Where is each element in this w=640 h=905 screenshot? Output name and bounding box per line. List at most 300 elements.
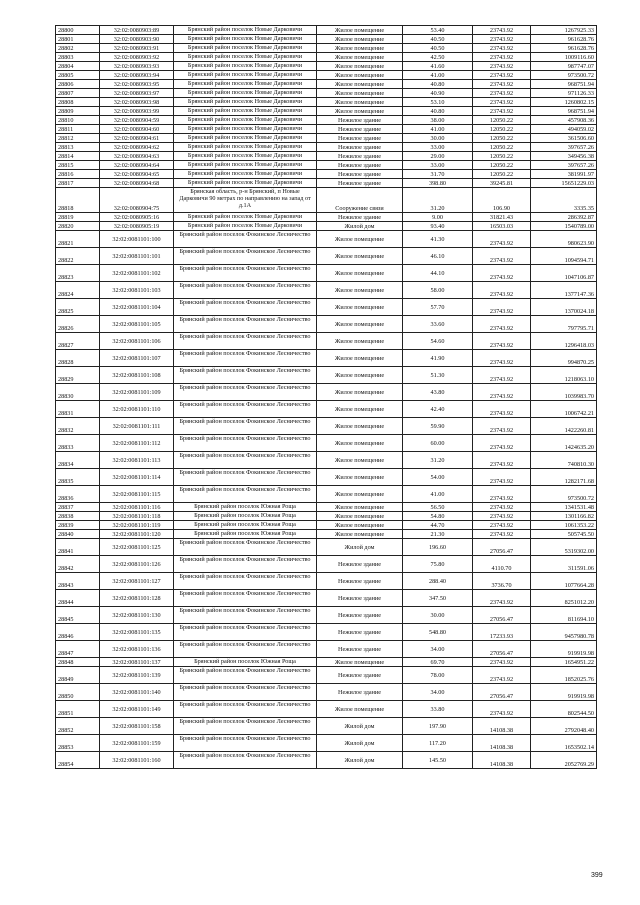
- registry-table: [55, 25, 597, 769]
- unit-cost-cell: 23743.92: [473, 71, 531, 80]
- cadastral-value-cell: 973500.72: [531, 486, 597, 503]
- unit-cost-cell: 14108.38: [473, 735, 531, 752]
- area-value-cell: 40.80: [403, 80, 473, 89]
- unit-cost-cell: 23743.92: [473, 333, 531, 350]
- address-cell: Брянский район поселок Фокинское Лесничество: [174, 735, 317, 752]
- area-value-cell: 41.90: [403, 350, 473, 367]
- cadastral-value-cell: 505745.50: [531, 530, 597, 539]
- table-row: [56, 418, 597, 435]
- object-type-cell: Нежилое здание: [317, 125, 403, 134]
- object-type-cell: Нежилое здание: [317, 624, 403, 641]
- cadastral-number-cell: 32:02:0081101:109: [100, 384, 174, 401]
- object-type-cell: Нежилое здание: [317, 213, 403, 222]
- registry-table-container: [55, 25, 596, 769]
- row-number-cell: 28839: [56, 521, 100, 530]
- cadastral-value-cell: 1424635.20: [531, 435, 597, 452]
- area-value-cell: 75.80: [403, 556, 473, 573]
- row-number-cell: 28817: [56, 179, 100, 188]
- area-value-cell: 41.60: [403, 62, 473, 71]
- cadastral-value-cell: 361506.60: [531, 134, 597, 143]
- object-type-cell: Жилое помещение: [317, 98, 403, 107]
- table-row: [56, 44, 597, 53]
- table-row: [56, 367, 597, 384]
- table-row: [56, 282, 597, 299]
- table-row: [56, 62, 597, 71]
- row-number-cell: 28800: [56, 26, 100, 35]
- row-number-cell: 28804: [56, 62, 100, 71]
- cadastral-number-cell: 32:02:0081101:118: [100, 512, 174, 521]
- row-number-cell: 28842: [56, 556, 100, 573]
- area-value-cell: 31.20: [403, 452, 473, 469]
- object-type-cell: Жилое помещение: [317, 265, 403, 282]
- unit-cost-cell: 23743.92: [473, 701, 531, 718]
- address-cell: Брянский район поселок Фокинское Лесничество: [174, 282, 317, 299]
- cadastral-number-cell: 32:02:0081101:114: [100, 469, 174, 486]
- object-type-cell: Жилое помещение: [317, 316, 403, 333]
- row-number-cell: 28832: [56, 418, 100, 435]
- row-number-cell: 28829: [56, 367, 100, 384]
- cadastral-value-cell: 381991.97: [531, 170, 597, 179]
- area-value-cell: 78.00: [403, 667, 473, 684]
- area-value-cell: 44.70: [403, 521, 473, 530]
- object-type-cell: Жилое помещение: [317, 512, 403, 521]
- cadastral-number-cell: 32:02:0081101:160: [100, 752, 174, 769]
- object-type-cell: Жилой дом: [317, 735, 403, 752]
- cadastral-value-cell: 1094594.71: [531, 248, 597, 265]
- area-value-cell: 33.00: [403, 143, 473, 152]
- area-value-cell: 40.50: [403, 44, 473, 53]
- object-type-cell: Жилой дом: [317, 539, 403, 556]
- cadastral-value-cell: 397657.26: [531, 161, 597, 170]
- cadastral-value-cell: 973500.72: [531, 71, 597, 80]
- cadastral-number-cell: 32:02:0081101:116: [100, 503, 174, 512]
- unit-cost-cell: 14108.38: [473, 752, 531, 769]
- address-cell: Брянский район поселок Южная Роща: [174, 521, 317, 530]
- cadastral-number-cell: 32:02:0081101:112: [100, 435, 174, 452]
- unit-cost-cell: 23743.92: [473, 418, 531, 435]
- table-row: [56, 134, 597, 143]
- cadastral-value-cell: 5319302.00: [531, 539, 597, 556]
- unit-cost-cell: 23743.92: [473, 486, 531, 503]
- table-row: [56, 143, 597, 152]
- cadastral-number-cell: 32:02:0081101:140: [100, 684, 174, 701]
- cadastral-value-cell: 457908.36: [531, 116, 597, 125]
- row-number-cell: 28844: [56, 590, 100, 607]
- table-row: [56, 530, 597, 539]
- table-row: [56, 384, 597, 401]
- cadastral-value-cell: 1377147.36: [531, 282, 597, 299]
- address-cell: Брянский район поселок Фокинское Лесничество: [174, 573, 317, 590]
- cadastral-value-cell: 968751.94: [531, 80, 597, 89]
- table-row: [56, 299, 597, 316]
- cadastral-value-cell: 1654951.22: [531, 658, 597, 667]
- object-type-cell: Жилое помещение: [317, 486, 403, 503]
- cadastral-number-cell: 32:02:0081101:139: [100, 667, 174, 684]
- cadastral-value-cell: 1260802.15: [531, 98, 597, 107]
- row-number-cell: 28847: [56, 641, 100, 658]
- area-value-cell: 34.00: [403, 684, 473, 701]
- row-number-cell: 28831: [56, 401, 100, 418]
- object-type-cell: Жилое помещение: [317, 231, 403, 248]
- address-cell: Брянский район поселок Фокинское Лесничество: [174, 350, 317, 367]
- address-cell: Брянский район поселок Фокинское Лесничество: [174, 624, 317, 641]
- object-type-cell: Нежилое здание: [317, 641, 403, 658]
- table-row: [56, 503, 597, 512]
- object-type-cell: Жилое помещение: [317, 107, 403, 116]
- area-value-cell: 93.40: [403, 222, 473, 231]
- cadastral-number-cell: 32:02:0081101:135: [100, 624, 174, 641]
- cadastral-number-cell: 32:02:0081101:130: [100, 607, 174, 624]
- row-number-cell: 28819: [56, 213, 100, 222]
- table-row: [56, 116, 597, 125]
- address-cell: Брянский район поселок Новые Дарковичи: [174, 26, 317, 35]
- unit-cost-cell: 12050.22: [473, 125, 531, 134]
- object-type-cell: Нежилое здание: [317, 684, 403, 701]
- object-type-cell: Нежилое здание: [317, 556, 403, 573]
- address-cell: Брянский район поселок Новые Дарковичи: [174, 35, 317, 44]
- row-number-cell: 28816: [56, 170, 100, 179]
- row-number-cell: 28837: [56, 503, 100, 512]
- object-type-cell: Жилое помещение: [317, 435, 403, 452]
- address-cell: Брянский район поселок Новые Дарковичи: [174, 213, 317, 222]
- area-value-cell: 60.00: [403, 435, 473, 452]
- cadastral-value-cell: 1296418.03: [531, 333, 597, 350]
- address-cell: Брянский район поселок Фокинское Лесничество: [174, 469, 317, 486]
- unit-cost-cell: 39245.81: [473, 179, 531, 188]
- row-number-cell: 28823: [56, 265, 100, 282]
- area-value-cell: 34.00: [403, 641, 473, 658]
- unit-cost-cell: 23743.92: [473, 248, 531, 265]
- address-cell: Брянский район поселок Южная Роща: [174, 658, 317, 667]
- cadastral-number-cell: 32:02:0080904:60: [100, 125, 174, 134]
- area-value-cell: 29.00: [403, 152, 473, 161]
- cadastral-number-cell: 32:02:0081101:136: [100, 641, 174, 658]
- address-cell: Брянская область, р-н Брянский, п Новые Дарковичи 90 метрах по направлению на запад от д.1А: [174, 188, 317, 213]
- cadastral-number-cell: 32:02:0081101:159: [100, 735, 174, 752]
- address-cell: Брянский район поселок Новые Дарковичи: [174, 222, 317, 231]
- row-number-cell: 28834: [56, 452, 100, 469]
- table-row: [56, 316, 597, 333]
- table-row: [56, 469, 597, 486]
- cadastral-number-cell: 32:02:0081101:119: [100, 521, 174, 530]
- cadastral-number-cell: 32:02:0081101:106: [100, 333, 174, 350]
- unit-cost-cell: 31821.43: [473, 213, 531, 222]
- object-type-cell: Жилое помещение: [317, 26, 403, 35]
- table-row: [56, 641, 597, 658]
- cadastral-value-cell: 961628.76: [531, 35, 597, 44]
- table-row: [56, 248, 597, 265]
- object-type-cell: Жилой дом: [317, 752, 403, 769]
- unit-cost-cell: 23743.92: [473, 282, 531, 299]
- row-number-cell: 28838: [56, 512, 100, 521]
- table-row: [56, 684, 597, 701]
- object-type-cell: Жилое помещение: [317, 282, 403, 299]
- cadastral-value-cell: 980623.90: [531, 231, 597, 248]
- object-type-cell: Нежилое здание: [317, 116, 403, 125]
- cadastral-number-cell: 32:02:0080905:19: [100, 222, 174, 231]
- unit-cost-cell: 27056.47: [473, 607, 531, 624]
- table-row: [56, 231, 597, 248]
- unit-cost-cell: 23743.92: [473, 35, 531, 44]
- address-cell: Брянский район поселок Фокинское Лесничество: [174, 435, 317, 452]
- unit-cost-cell: 23743.92: [473, 384, 531, 401]
- table-row: [56, 701, 597, 718]
- table-row: [56, 89, 597, 98]
- area-value-cell: 548.80: [403, 624, 473, 641]
- row-number-cell: 28825: [56, 299, 100, 316]
- cadastral-value-cell: 3335.35: [531, 188, 597, 213]
- area-value-cell: 54.60: [403, 333, 473, 350]
- area-value-cell: 31.20: [403, 188, 473, 213]
- unit-cost-cell: 23743.92: [473, 530, 531, 539]
- area-value-cell: 56.50: [403, 503, 473, 512]
- address-cell: Брянский район поселок Фокинское Лесничество: [174, 367, 317, 384]
- address-cell: Брянский район поселок Фокинское Лесничество: [174, 401, 317, 418]
- cadastral-number-cell: 32:02:0081101:105: [100, 316, 174, 333]
- unit-cost-cell: 23743.92: [473, 53, 531, 62]
- area-value-cell: 42.40: [403, 401, 473, 418]
- area-value-cell: 38.00: [403, 116, 473, 125]
- unit-cost-cell: 23743.92: [473, 62, 531, 71]
- row-number-cell: 28850: [56, 684, 100, 701]
- row-number-cell: 28835: [56, 469, 100, 486]
- address-cell: Брянский район поселок Фокинское Лесничество: [174, 556, 317, 573]
- row-number-cell: 28818: [56, 188, 100, 213]
- page-number: 399: [591, 872, 603, 879]
- area-value-cell: 21.30: [403, 530, 473, 539]
- address-cell: Брянский район поселок Новые Дарковичи: [174, 161, 317, 170]
- address-cell: Брянский район поселок Фокинское Лесничество: [174, 641, 317, 658]
- cadastral-value-cell: 1341531.48: [531, 503, 597, 512]
- cadastral-number-cell: 32:02:0081101:128: [100, 590, 174, 607]
- address-cell: Брянский район поселок Новые Дарковичи: [174, 125, 317, 134]
- cadastral-number-cell: 32:02:0081101:111: [100, 418, 174, 435]
- table-row: [56, 98, 597, 107]
- cadastral-number-cell: 32:02:0081101:100: [100, 231, 174, 248]
- cadastral-number-cell: 32:02:0081101:103: [100, 282, 174, 299]
- table-row: [56, 71, 597, 80]
- cadastral-value-cell: 1301166.82: [531, 512, 597, 521]
- table-row: [56, 607, 597, 624]
- area-value-cell: 41.00: [403, 125, 473, 134]
- cadastral-number-cell: 32:02:0080903:93: [100, 62, 174, 71]
- cadastral-value-cell: 740810.30: [531, 452, 597, 469]
- cadastral-value-cell: 1047106.87: [531, 265, 597, 282]
- unit-cost-cell: 17233.93: [473, 624, 531, 641]
- object-type-cell: Жилое помещение: [317, 333, 403, 350]
- row-number-cell: 28801: [56, 35, 100, 44]
- cadastral-value-cell: 286392.87: [531, 213, 597, 222]
- unit-cost-cell: 12050.22: [473, 170, 531, 179]
- table-row: [56, 35, 597, 44]
- table-row: [56, 188, 597, 213]
- object-type-cell: Жилое помещение: [317, 658, 403, 667]
- object-type-cell: Нежилое здание: [317, 590, 403, 607]
- table-row: [56, 53, 597, 62]
- row-number-cell: 28821: [56, 231, 100, 248]
- row-number-cell: 28827: [56, 333, 100, 350]
- cadastral-value-cell: 1852025.76: [531, 667, 597, 684]
- object-type-cell: Жилое помещение: [317, 418, 403, 435]
- row-number-cell: 28824: [56, 282, 100, 299]
- object-type-cell: Нежилое здание: [317, 170, 403, 179]
- row-number-cell: 28812: [56, 134, 100, 143]
- row-number-cell: 28848: [56, 658, 100, 667]
- cadastral-number-cell: 32:02:0081101:107: [100, 350, 174, 367]
- row-number-cell: 28845: [56, 607, 100, 624]
- unit-cost-cell: 14108.38: [473, 718, 531, 735]
- address-cell: Брянский район поселок Фокинское Лесничество: [174, 718, 317, 735]
- address-cell: Брянский район поселок Фокинское Лесничество: [174, 667, 317, 684]
- cadastral-value-cell: 811694.10: [531, 607, 597, 624]
- cadastral-number-cell: 32:02:0080903:94: [100, 71, 174, 80]
- table-row: [56, 107, 597, 116]
- object-type-cell: Нежилое здание: [317, 143, 403, 152]
- unit-cost-cell: 23743.92: [473, 299, 531, 316]
- unit-cost-cell: 12050.22: [473, 116, 531, 125]
- area-value-cell: 33.80: [403, 701, 473, 718]
- cadastral-number-cell: 32:02:0080903:91: [100, 44, 174, 53]
- cadastral-number-cell: 32:02:0080904:65: [100, 170, 174, 179]
- address-cell: Брянский район поселок Фокинское Лесничество: [174, 539, 317, 556]
- table-row: [56, 161, 597, 170]
- cadastral-number-cell: 32:02:0080903:99: [100, 107, 174, 116]
- address-cell: Брянский район поселок Новые Дарковичи: [174, 53, 317, 62]
- area-value-cell: 53.10: [403, 98, 473, 107]
- area-value-cell: 43.80: [403, 384, 473, 401]
- table-row: [56, 452, 597, 469]
- address-cell: Брянский район поселок Новые Дарковичи: [174, 134, 317, 143]
- unit-cost-cell: 23743.92: [473, 26, 531, 35]
- unit-cost-cell: 23743.92: [473, 98, 531, 107]
- object-type-cell: Жилое помещение: [317, 89, 403, 98]
- cadastral-value-cell: 1039983.70: [531, 384, 597, 401]
- unit-cost-cell: 23743.92: [473, 512, 531, 521]
- row-number-cell: 28843: [56, 573, 100, 590]
- area-value-cell: 44.10: [403, 265, 473, 282]
- object-type-cell: Жилое помещение: [317, 35, 403, 44]
- unit-cost-cell: 27056.47: [473, 641, 531, 658]
- object-type-cell: Жилое помещение: [317, 469, 403, 486]
- row-number-cell: 28836: [56, 486, 100, 503]
- cadastral-value-cell: 494059.02: [531, 125, 597, 134]
- row-number-cell: 28803: [56, 53, 100, 62]
- cadastral-value-cell: 1077664.28: [531, 573, 597, 590]
- registry-table-body: [56, 26, 597, 769]
- object-type-cell: Жилой дом: [317, 718, 403, 735]
- area-value-cell: 57.70: [403, 299, 473, 316]
- cadastral-number-cell: 32:02:0080903:90: [100, 35, 174, 44]
- unit-cost-cell: 27056.47: [473, 539, 531, 556]
- area-value-cell: 41.30: [403, 231, 473, 248]
- cadastral-number-cell: 32:02:0081101:125: [100, 539, 174, 556]
- row-number-cell: 28814: [56, 152, 100, 161]
- object-type-cell: Жилое помещение: [317, 384, 403, 401]
- area-value-cell: 53.40: [403, 26, 473, 35]
- unit-cost-cell: 12050.22: [473, 152, 531, 161]
- row-number-cell: 28840: [56, 530, 100, 539]
- object-type-cell: Сооружение связи: [317, 188, 403, 213]
- address-cell: Брянский район поселок Фокинское Лесничество: [174, 607, 317, 624]
- area-value-cell: 40.90: [403, 89, 473, 98]
- unit-cost-cell: 23743.92: [473, 452, 531, 469]
- object-type-cell: Жилое помещение: [317, 44, 403, 53]
- area-value-cell: 40.80: [403, 107, 473, 116]
- object-type-cell: Жилое помещение: [317, 80, 403, 89]
- row-number-cell: 28811: [56, 125, 100, 134]
- unit-cost-cell: 23743.92: [473, 107, 531, 116]
- area-value-cell: 41.00: [403, 71, 473, 80]
- cadastral-number-cell: 32:02:0080905:16: [100, 213, 174, 222]
- address-cell: Брянский район поселок Фокинское Лесничество: [174, 316, 317, 333]
- area-value-cell: 33.60: [403, 316, 473, 333]
- cadastral-value-cell: 8251012.20: [531, 590, 597, 607]
- row-number-cell: 28826: [56, 316, 100, 333]
- cadastral-number-cell: 32:02:0080904:64: [100, 161, 174, 170]
- cadastral-number-cell: 32:02:0080903:95: [100, 80, 174, 89]
- cadastral-value-cell: 2052769.29: [531, 752, 597, 769]
- address-cell: Брянский район поселок Новые Дарковичи: [174, 152, 317, 161]
- row-number-cell: 28849: [56, 667, 100, 684]
- area-value-cell: 145.50: [403, 752, 473, 769]
- address-cell: Брянский район поселок Фокинское Лесничество: [174, 384, 317, 401]
- cadastral-value-cell: 802544.50: [531, 701, 597, 718]
- unit-cost-cell: 23743.92: [473, 435, 531, 452]
- table-row: [56, 539, 597, 556]
- row-number-cell: 28815: [56, 161, 100, 170]
- row-number-cell: 28813: [56, 143, 100, 152]
- unit-cost-cell: 23743.92: [473, 667, 531, 684]
- cadastral-number-cell: 32:02:0081101:102: [100, 265, 174, 282]
- area-value-cell: 58.00: [403, 282, 473, 299]
- address-cell: Брянский район поселок Южная Роща: [174, 530, 317, 539]
- address-cell: Брянский район поселок Фокинское Лесничество: [174, 265, 317, 282]
- table-row: [56, 125, 597, 134]
- address-cell: Брянский район поселок Фокинское Лесничество: [174, 248, 317, 265]
- table-row: [56, 333, 597, 350]
- row-number-cell: 28805: [56, 71, 100, 80]
- cadastral-number-cell: 32:02:0080903:97: [100, 89, 174, 98]
- cadastral-value-cell: 397657.26: [531, 143, 597, 152]
- table-row: [56, 667, 597, 684]
- object-type-cell: Нежилое здание: [317, 161, 403, 170]
- object-type-cell: Жилое помещение: [317, 248, 403, 265]
- area-value-cell: 51.30: [403, 367, 473, 384]
- address-cell: Брянский район поселок Новые Дарковичи: [174, 98, 317, 107]
- object-type-cell: Жилое помещение: [317, 401, 403, 418]
- area-value-cell: 40.50: [403, 35, 473, 44]
- table-row: [56, 512, 597, 521]
- object-type-cell: Жилое помещение: [317, 521, 403, 530]
- unit-cost-cell: 23743.92: [473, 89, 531, 98]
- cadastral-number-cell: 32:02:0081101:104: [100, 299, 174, 316]
- cadastral-number-cell: 32:02:0081101:126: [100, 556, 174, 573]
- address-cell: Брянский район поселок Фокинское Лесничество: [174, 333, 317, 350]
- area-value-cell: 30.00: [403, 134, 473, 143]
- cadastral-value-cell: 919919.98: [531, 684, 597, 701]
- table-row: [56, 80, 597, 89]
- object-type-cell: Нежилое здание: [317, 573, 403, 590]
- cadastral-value-cell: 349456.38: [531, 152, 597, 161]
- unit-cost-cell: 23743.92: [473, 316, 531, 333]
- cadastral-value-cell: 1370024.18: [531, 299, 597, 316]
- area-value-cell: 54.80: [403, 512, 473, 521]
- object-type-cell: Жилое помещение: [317, 62, 403, 71]
- table-row: [56, 658, 597, 667]
- cadastral-value-cell: 1009116.60: [531, 53, 597, 62]
- address-cell: Брянский район поселок Новые Дарковичи: [174, 44, 317, 53]
- object-type-cell: Жилое помещение: [317, 299, 403, 316]
